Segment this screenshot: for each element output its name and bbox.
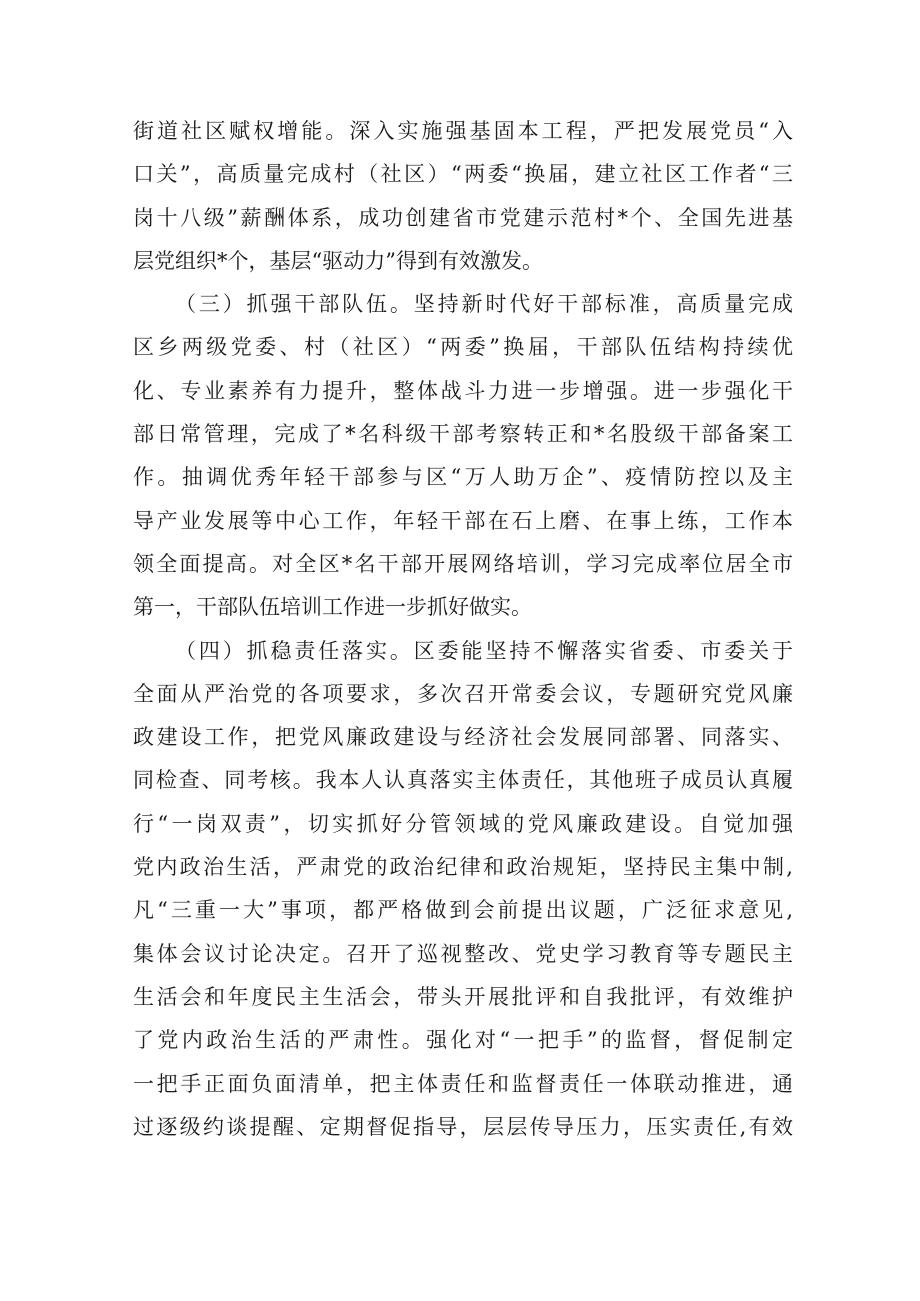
text-line: 化、专业素养有力提升，整体战斗力进一步增强。进一步强化干	[133, 378, 793, 403]
text-line: 政建设工作，把党风廉政建设与经济社会发展同部署、同落实、	[133, 725, 793, 750]
paragraph-grassroots	[133, 110, 793, 283]
text-line: 街道社区赋权增能。深入实施强基固本工程，严把发展党员“入	[133, 119, 793, 143]
text-line: 第一，干部队伍培训工作进一步抓好做实。	[133, 595, 532, 620]
text-line: 党内政治生活，严肃党的政治纪律和政治规矩，坚持民主集中制,	[133, 855, 793, 880]
paragraph-responsibility	[133, 630, 793, 1150]
text-line: 口关”，高质量完成村（社区）“两委“换届，建立社区工作者“三	[133, 162, 793, 187]
text-line: 全面从严治党的各项要求，多次召开常委会议，专题研究党风廉	[133, 681, 793, 706]
text-line: 一把手正面负面清单，把主体责任和监督责任一体联动推进，通	[133, 1071, 793, 1096]
text-line: 凡“三重一大”事项，都严格做到会前提出议题，广泛征求意见,	[133, 898, 793, 923]
text-line: 行“一岗双责”，切实抓好分管领域的党风廉政建设。自觉加强	[133, 811, 793, 836]
text-line: 了党内政治生活的严肃性。强化对“一把手”的监督，督促制定	[133, 1028, 793, 1053]
text-line: 岗十八级”薪酬体系，成功创建省市党建示范村*个、全国先进基	[133, 205, 793, 230]
text-line: 过逐级约谈提醒、定期督促指导，层层传导压力，压实责任,有效	[133, 1114, 793, 1139]
text-line: 领全面提高。对全区*名干部开展网络培训，学习完成率位居全市	[133, 551, 793, 576]
section-heading-line: （四）抓稳责任落实。区委能坚持不懈落实省委、市委关于	[175, 638, 793, 663]
document-body	[133, 110, 793, 1149]
paragraph-cadre-team	[133, 283, 793, 629]
text-line: 生活会和年度民主生活会，带头开展批评和自我批评，有效维护	[133, 984, 793, 1009]
text-line: 部日常管理，完成了*名科级干部考察转正和*名股级干部备案工	[133, 422, 793, 447]
text-line: 同检查、同考核。我本人认真落实主体责任，其他班子成员认真履	[133, 768, 793, 793]
text-line: 作。抽调优秀年轻干部参与区“万人助万企”、疫情防控以及主	[133, 465, 793, 490]
section-heading-line: （三）抓强干部队伍。坚持新时代好干部标准，高质量完成	[175, 292, 793, 317]
text-line: 区乡两级党委、村（社区）“两委”换届，干部队伍结构持续优	[133, 335, 793, 360]
text-line: 集体会议讨论决定。召开了巡视整改、党史学习教育等专题民主	[133, 941, 793, 966]
text-line: 层党组织*个，基层“驱动力”得到有效激发。	[133, 248, 543, 273]
text-line: 导产业发展等中心工作，年轻干部在石上磨、在事上练，工作本	[133, 508, 793, 533]
